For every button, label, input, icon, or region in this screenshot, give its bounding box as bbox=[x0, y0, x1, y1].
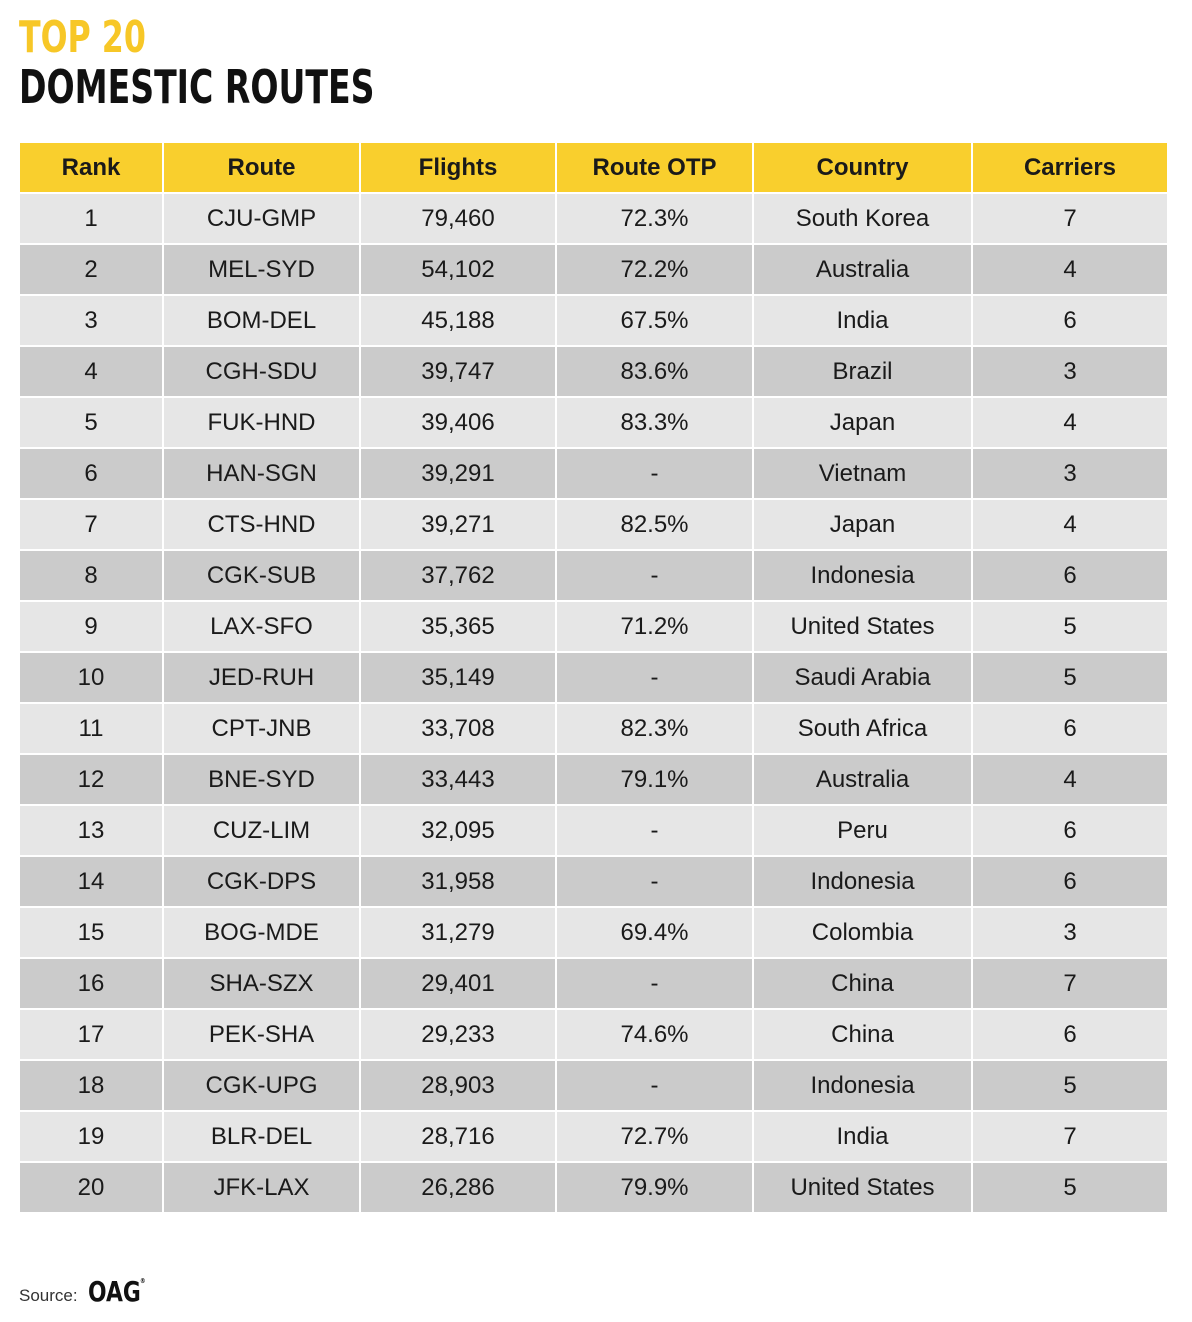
table-row bbox=[19, 499, 1168, 550]
cell-country: Australia bbox=[753, 244, 972, 295]
cell-country: China bbox=[753, 1009, 972, 1060]
table-row bbox=[19, 601, 1168, 652]
logo-trademark-mark: ® bbox=[139, 1277, 146, 1285]
cell-route: BLR-DEL bbox=[163, 1111, 360, 1162]
cell-country: China bbox=[753, 958, 972, 1009]
cell-route-otp: 79.9% bbox=[556, 1162, 753, 1213]
cell-route: SHA-SZX bbox=[163, 958, 360, 1009]
column-header-carriers: Carriers bbox=[972, 142, 1168, 193]
cell-flights: 39,291 bbox=[360, 448, 556, 499]
table-row bbox=[19, 346, 1168, 397]
cell-rank: 5 bbox=[19, 397, 163, 448]
cell-country: Brazil bbox=[753, 346, 972, 397]
table-row bbox=[19, 193, 1168, 244]
cell-route-otp: 83.6% bbox=[556, 346, 753, 397]
table-row bbox=[19, 1009, 1168, 1060]
column-header-route-otp: Route OTP bbox=[556, 142, 753, 193]
cell-carriers: 5 bbox=[972, 1060, 1168, 1111]
cell-carriers: 5 bbox=[972, 652, 1168, 703]
cell-rank: 15 bbox=[19, 907, 163, 958]
cell-carriers: 6 bbox=[972, 856, 1168, 907]
table-row bbox=[19, 1111, 1168, 1162]
cell-carriers: 4 bbox=[972, 397, 1168, 448]
chart-title bbox=[19, 14, 513, 112]
cell-carriers: 4 bbox=[972, 499, 1168, 550]
cell-rank: 4 bbox=[19, 346, 163, 397]
cell-carriers: 5 bbox=[972, 601, 1168, 652]
cell-route-otp: - bbox=[556, 550, 753, 601]
cell-carriers: 6 bbox=[972, 805, 1168, 856]
cell-route-otp: 82.3% bbox=[556, 703, 753, 754]
cell-flights: 33,708 bbox=[360, 703, 556, 754]
oag-logo bbox=[87, 1275, 146, 1308]
cell-country: India bbox=[753, 295, 972, 346]
cell-route-otp: 67.5% bbox=[556, 295, 753, 346]
cell-country: Saudi Arabia bbox=[753, 652, 972, 703]
column-header-flights: Flights bbox=[360, 142, 556, 193]
table-row bbox=[19, 1060, 1168, 1111]
cell-route: CGK-UPG bbox=[163, 1060, 360, 1111]
cell-route: CPT-JNB bbox=[163, 703, 360, 754]
cell-flights: 26,286 bbox=[360, 1162, 556, 1213]
cell-rank: 7 bbox=[19, 499, 163, 550]
cell-route-otp: 72.3% bbox=[556, 193, 753, 244]
oag-logo-text: OAG bbox=[87, 1275, 141, 1308]
cell-rank: 9 bbox=[19, 601, 163, 652]
cell-country: Vietnam bbox=[753, 448, 972, 499]
cell-country: Colombia bbox=[753, 907, 972, 958]
cell-route: HAN-SGN bbox=[163, 448, 360, 499]
cell-route: LAX-SFO bbox=[163, 601, 360, 652]
cell-rank: 10 bbox=[19, 652, 163, 703]
title-top: TOP 20 bbox=[19, 12, 146, 63]
cell-carriers: 4 bbox=[972, 244, 1168, 295]
cell-flights: 31,279 bbox=[360, 907, 556, 958]
cell-route: PEK-SHA bbox=[163, 1009, 360, 1060]
cell-route: CUZ-LIM bbox=[163, 805, 360, 856]
table-row bbox=[19, 805, 1168, 856]
cell-country: Indonesia bbox=[753, 856, 972, 907]
table-row bbox=[19, 550, 1168, 601]
cell-country: South Korea bbox=[753, 193, 972, 244]
cell-carriers: 6 bbox=[972, 295, 1168, 346]
cell-country: Indonesia bbox=[753, 550, 972, 601]
cell-rank: 13 bbox=[19, 805, 163, 856]
cell-flights: 28,903 bbox=[360, 1060, 556, 1111]
cell-route-otp: 71.2% bbox=[556, 601, 753, 652]
table-row bbox=[19, 958, 1168, 1009]
cell-route: CJU-GMP bbox=[163, 193, 360, 244]
cell-flights: 32,095 bbox=[360, 805, 556, 856]
cell-flights: 54,102 bbox=[360, 244, 556, 295]
cell-rank: 20 bbox=[19, 1162, 163, 1213]
cell-rank: 6 bbox=[19, 448, 163, 499]
cell-route: CGK-SUB bbox=[163, 550, 360, 601]
cell-carriers: 6 bbox=[972, 703, 1168, 754]
column-header-country: Country bbox=[753, 142, 972, 193]
cell-route: FUK-HND bbox=[163, 397, 360, 448]
cell-rank: 8 bbox=[19, 550, 163, 601]
cell-route-otp: 79.1% bbox=[556, 754, 753, 805]
cell-route-otp: 72.2% bbox=[556, 244, 753, 295]
cell-carriers: 5 bbox=[972, 1162, 1168, 1213]
cell-route-otp: - bbox=[556, 652, 753, 703]
table-row bbox=[19, 1162, 1168, 1213]
table-row bbox=[19, 652, 1168, 703]
table-row bbox=[19, 907, 1168, 958]
cell-country: Australia bbox=[753, 754, 972, 805]
cell-flights: 35,365 bbox=[360, 601, 556, 652]
cell-rank: 12 bbox=[19, 754, 163, 805]
cell-route: BOM-DEL bbox=[163, 295, 360, 346]
cell-country: Japan bbox=[753, 397, 972, 448]
cell-rank: 2 bbox=[19, 244, 163, 295]
cell-country: Indonesia bbox=[753, 1060, 972, 1111]
cell-country: Japan bbox=[753, 499, 972, 550]
cell-route-otp: - bbox=[556, 448, 753, 499]
cell-route: JFK-LAX bbox=[163, 1162, 360, 1213]
cell-rank: 19 bbox=[19, 1111, 163, 1162]
cell-route: BOG-MDE bbox=[163, 907, 360, 958]
cell-route: CTS-HND bbox=[163, 499, 360, 550]
cell-route-otp: - bbox=[556, 805, 753, 856]
source-line bbox=[19, 1275, 155, 1308]
table-row bbox=[19, 754, 1168, 805]
table-row bbox=[19, 397, 1168, 448]
cell-route-otp: 72.7% bbox=[556, 1111, 753, 1162]
cell-flights: 29,401 bbox=[360, 958, 556, 1009]
cell-route-otp: 74.6% bbox=[556, 1009, 753, 1060]
cell-route: CGH-SDU bbox=[163, 346, 360, 397]
table-header-row bbox=[19, 142, 1168, 193]
routes-table bbox=[18, 141, 1169, 1214]
cell-carriers: 3 bbox=[972, 346, 1168, 397]
table-row bbox=[19, 448, 1168, 499]
cell-flights: 31,958 bbox=[360, 856, 556, 907]
source-label: Source: bbox=[19, 1286, 78, 1305]
cell-route-otp: 82.5% bbox=[556, 499, 753, 550]
cell-route: MEL-SYD bbox=[163, 244, 360, 295]
cell-country: United States bbox=[753, 601, 972, 652]
cell-carriers: 3 bbox=[972, 448, 1168, 499]
cell-route-otp: 83.3% bbox=[556, 397, 753, 448]
cell-rank: 16 bbox=[19, 958, 163, 1009]
cell-flights: 33,443 bbox=[360, 754, 556, 805]
cell-flights: 29,233 bbox=[360, 1009, 556, 1060]
cell-country: India bbox=[753, 1111, 972, 1162]
cell-route-otp: - bbox=[556, 958, 753, 1009]
cell-flights: 39,406 bbox=[360, 397, 556, 448]
table-row bbox=[19, 703, 1168, 754]
table-row bbox=[19, 295, 1168, 346]
cell-flights: 28,716 bbox=[360, 1111, 556, 1162]
table-body bbox=[19, 193, 1168, 1213]
cell-flights: 37,762 bbox=[360, 550, 556, 601]
cell-carriers: 6 bbox=[972, 1009, 1168, 1060]
cell-carriers: 6 bbox=[972, 550, 1168, 601]
cell-country: United States bbox=[753, 1162, 972, 1213]
cell-carriers: 3 bbox=[972, 907, 1168, 958]
cell-route-otp: - bbox=[556, 1060, 753, 1111]
cell-rank: 17 bbox=[19, 1009, 163, 1060]
column-header-rank: Rank bbox=[19, 142, 163, 193]
table-row bbox=[19, 244, 1168, 295]
cell-carriers: 7 bbox=[972, 193, 1168, 244]
cell-flights: 35,149 bbox=[360, 652, 556, 703]
cell-carriers: 7 bbox=[972, 958, 1168, 1009]
cell-rank: 1 bbox=[19, 193, 163, 244]
cell-country: Peru bbox=[753, 805, 972, 856]
cell-rank: 11 bbox=[19, 703, 163, 754]
cell-flights: 45,188 bbox=[360, 295, 556, 346]
table-row bbox=[19, 856, 1168, 907]
cell-flights: 39,271 bbox=[360, 499, 556, 550]
title-main: DOMESTIC ROUTES bbox=[19, 60, 375, 114]
cell-country: South Africa bbox=[753, 703, 972, 754]
cell-route: BNE-SYD bbox=[163, 754, 360, 805]
cell-flights: 39,747 bbox=[360, 346, 556, 397]
cell-route: JED-RUH bbox=[163, 652, 360, 703]
column-header-route: Route bbox=[163, 142, 360, 193]
cell-route: CGK-DPS bbox=[163, 856, 360, 907]
cell-rank: 14 bbox=[19, 856, 163, 907]
cell-route-otp: 69.4% bbox=[556, 907, 753, 958]
cell-route-otp: - bbox=[556, 856, 753, 907]
cell-rank: 18 bbox=[19, 1060, 163, 1111]
cell-rank: 3 bbox=[19, 295, 163, 346]
cell-carriers: 4 bbox=[972, 754, 1168, 805]
cell-carriers: 7 bbox=[972, 1111, 1168, 1162]
cell-flights: 79,460 bbox=[360, 193, 556, 244]
